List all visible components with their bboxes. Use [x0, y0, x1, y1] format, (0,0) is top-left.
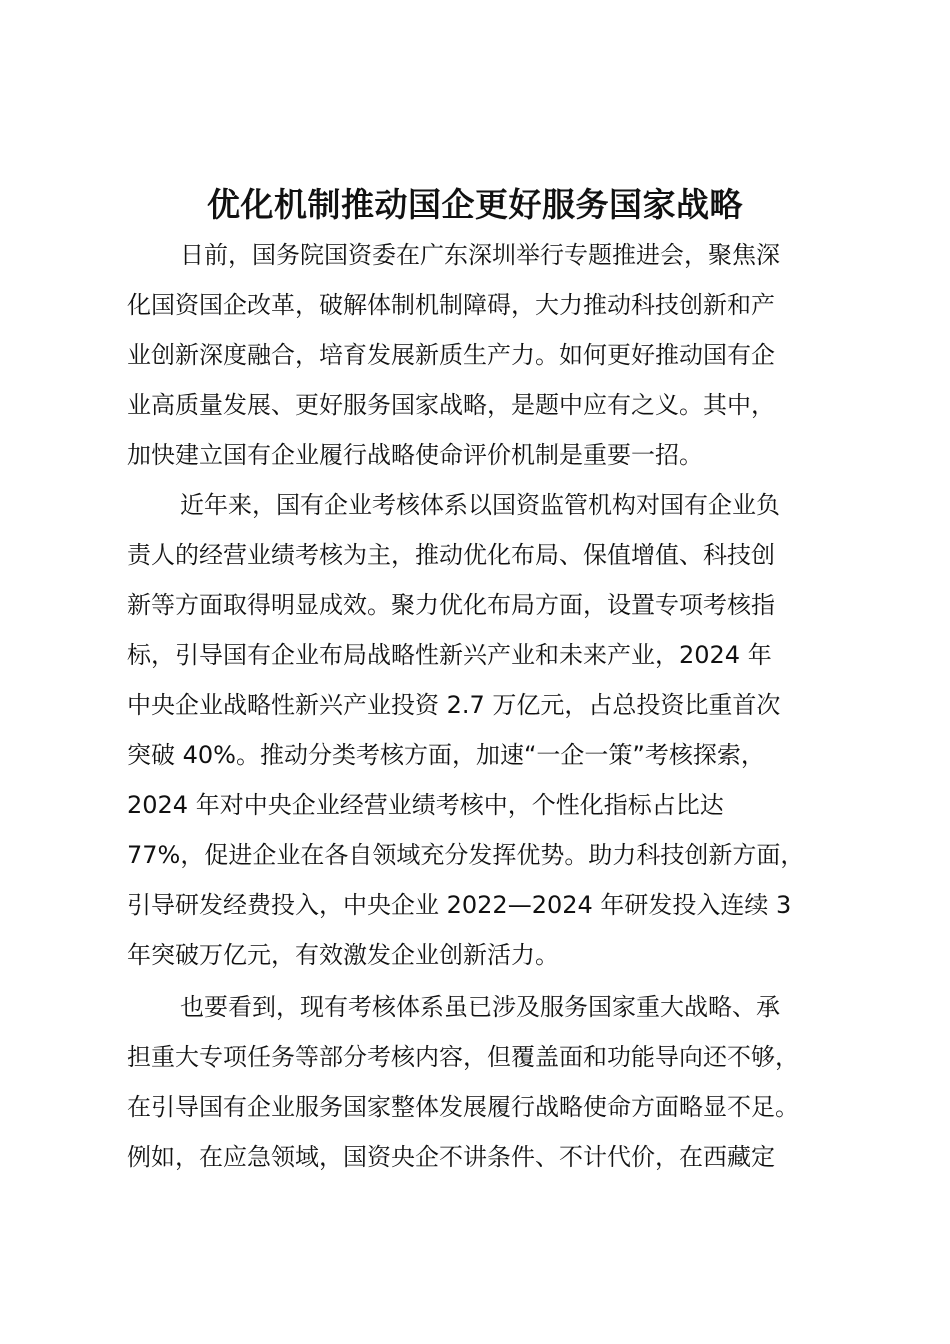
paragraph-line: 77%，促进企业在各自领域充分发挥优势。助力科技创新方面， — [127, 841, 805, 869]
paragraph-line: 担重大专项任务等部分考核内容，但覆盖面和功能导向还不够， — [127, 1043, 799, 1071]
paragraph-line: 突破 40%。推动分类考核方面，加速“一企一策”考核探索， — [127, 741, 765, 769]
paragraph-line: 中央企业战略性新兴产业投资 2.7 万亿元，占总投资比重首次 — [127, 691, 781, 719]
paragraph-line: 例如，在应急领域，国资央企不讲条件、不计代价，在西藏定 — [127, 1143, 775, 1171]
paragraph-line: 业高质量发展、更好服务国家战略，是题中应有之义。其中， — [127, 391, 775, 419]
paragraph-line: 在引导国有企业服务国家整体发展履行战略使命方面略显不足。 — [127, 1093, 799, 1121]
paragraph-line: 也要看到，现有考核体系虽已涉及服务国家重大战略、承 — [180, 993, 780, 1021]
paragraph-line: 业创新深度融合，培育发展新质生产力。如何更好推动国有企 — [127, 341, 775, 369]
paragraph-line: 近年来，国有企业考核体系以国资监管机构对国有企业负 — [180, 491, 780, 519]
paragraph-line: 责人的经营业绩考核为主，推动优化布局、保值增值、科技创 — [127, 541, 775, 569]
paragraph-line: 日前，国务院国资委在广东深圳举行专题推进会，聚焦深 — [180, 241, 780, 269]
paragraph-line: 年突破万亿元，有效激发企业创新活力。 — [127, 941, 559, 969]
paragraph-line: 新等方面取得明显成效。聚力优化布局方面，设置专项考核指 — [127, 591, 775, 619]
paragraph-line: 加快建立国有企业履行战略使命评价机制是重要一招。 — [127, 441, 703, 469]
paragraph-line: 引导研发经费投入，中央企业 2022—2024 年研发投入连续 3 — [127, 891, 792, 919]
document-title: 优化机制推动国企更好服务国家战略 — [207, 185, 743, 224]
paragraph-line: 化国资国企改革，破解体制机制障碍，大力推动科技创新和产 — [127, 291, 775, 319]
paragraph-line: 标，引导国有企业布局战略性新兴产业和未来产业，2024 年 — [127, 641, 772, 669]
paragraph-line: 2024 年对中央企业经营业绩考核中，个性化指标占比达 — [127, 791, 724, 819]
